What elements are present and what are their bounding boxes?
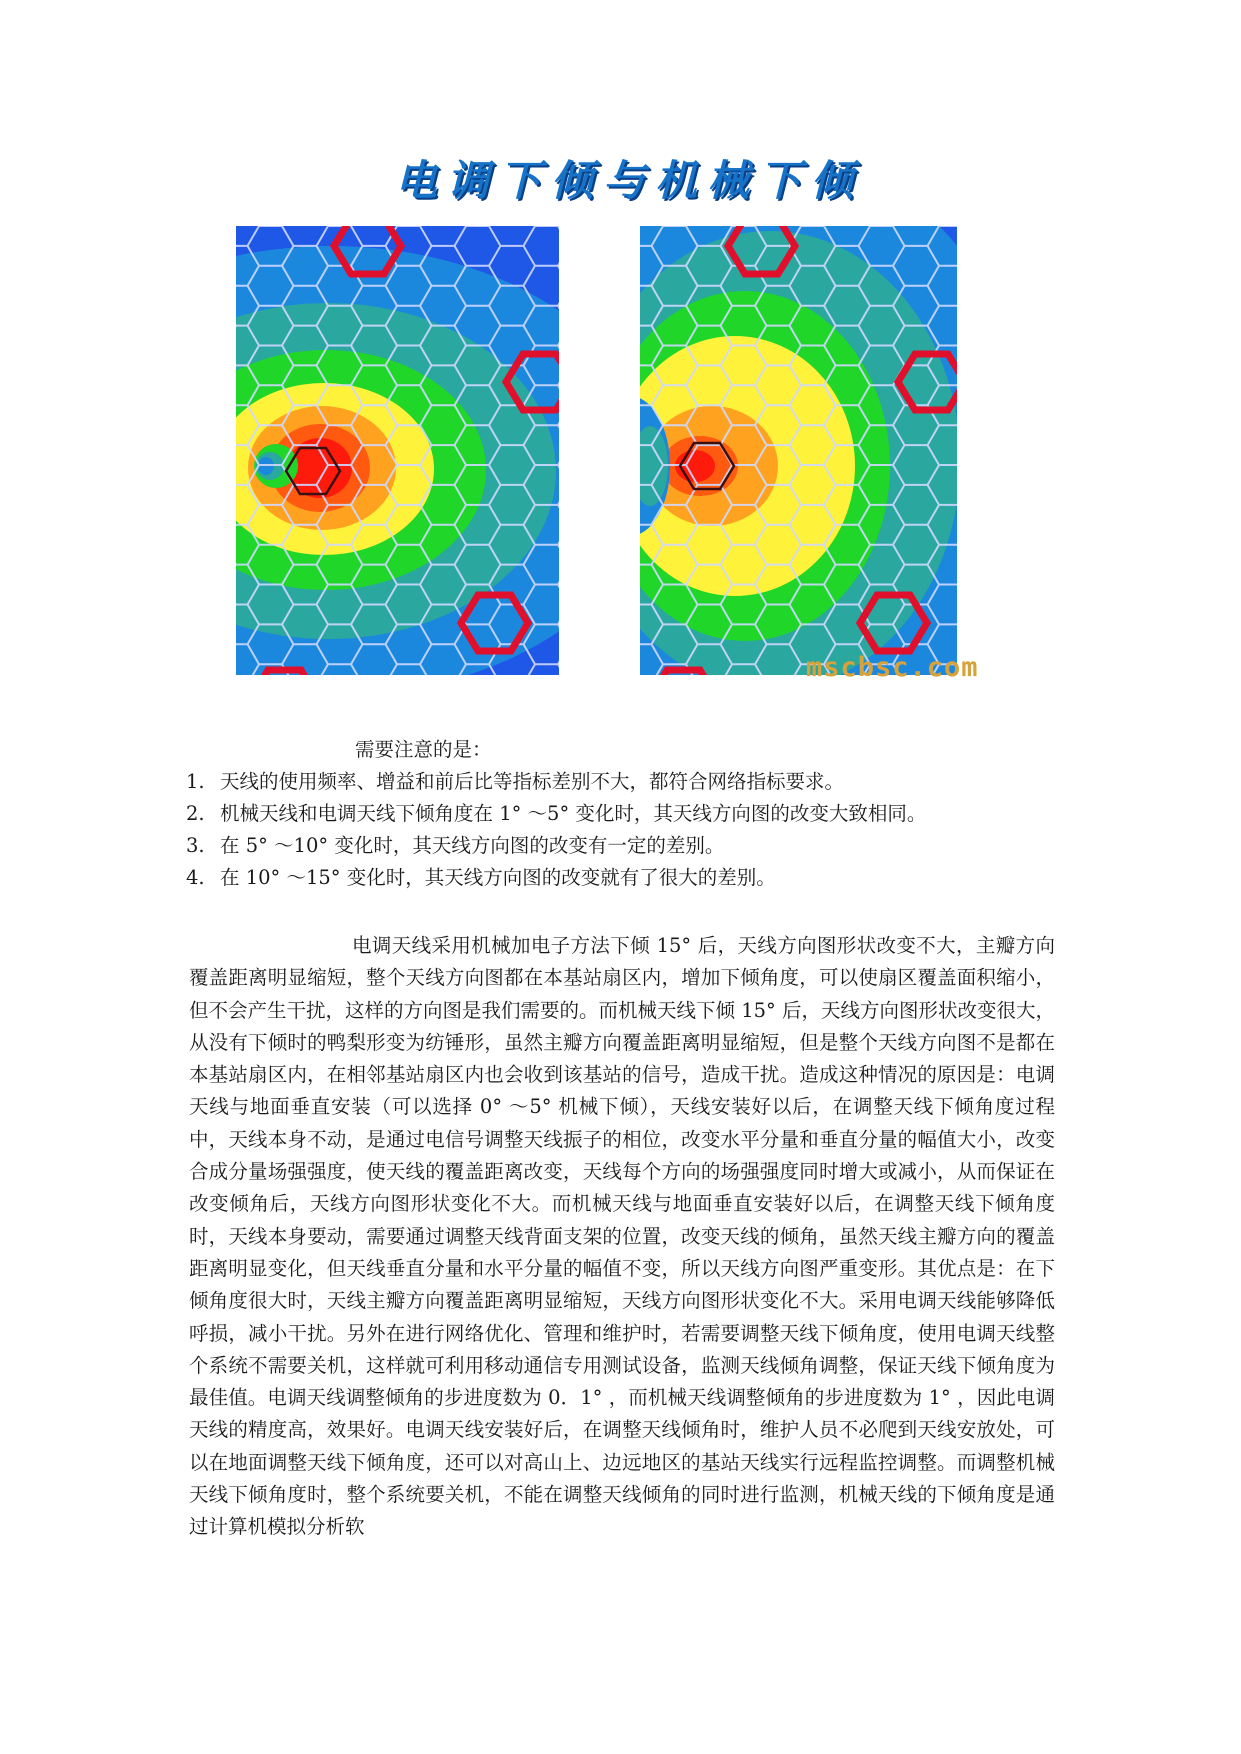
- mechanical-downtilt-map: [640, 226, 957, 675]
- list-item: [186, 766, 1066, 798]
- list-item: [186, 830, 1066, 862]
- list-item: [186, 798, 1066, 830]
- list-item: [186, 862, 1066, 894]
- list-item-number: 1.: [186, 770, 205, 793]
- body-paragraph: 电调天线采用机械加电子方法下倾 15° 后，天线方向图形状改变不大，主瓣方向覆盖距离明显缩短，整个天线方向图都在本基站扇区内，增加下倾角度，可以使扇区覆盖面积缩小，但不会产生干扰，这样的方向图是我们需要的。而机械天线下倾 15° 后，天线方向图形状改变很大，从没有下倾时的鸭梨形变为纺锤形，虽然主瓣方向覆盖距离明显缩短，但是整个天线方向图不是都在本基站扇区内，在相邻基站扇区内也会收到该基站的信号，造成干扰。造成这种情况的原因是：电调天线与地面垂直安装（可以选择 0° ～5° 机械下倾），天线安装好以后，在调整天线下倾角度过程中，天线本身不动，是通过电信号调整天线振子的相位，改变水平分量和垂直分量的幅值大小，改变合成分量场强强度，使天线的覆盖距离改变，天线每个方向的场强强度同时增大或减小，从而保证在改变倾角后，天线方向图形状变化不大。而机械天线与地面垂直安装好以后，在调整天线下倾角度时，天线本身要动，需要通过调整天线背面支架的位置，改变天线的倾角，虽然天线主瓣方向的覆盖距离明显变化，但天线垂直分量和水平分量的幅值不变，所以天线方向图严重变形。其优点是：在下倾角度很大时，天线主瓣方向覆盖距离明显缩短，天线方向图形状变化不大。采用电调天线能够降低呼损，减小干扰。另外在进行网络优化、管理和维护时，若需要调整天线下倾角度，使用电调天线整个系统不需要关机，这样就可利用移动通信专用测试设备，监测天线倾角调整，保证天线下倾角度为最佳值。电调天线调整倾角的步进度数为 0．1° ，而机械天线调整倾角的步进度数为 1° ，因此电调天线的精度高，效果好。电调天线安装好后，在调整天线倾角时，维护人员不必爬到天线安放处，可以在地面调整天线下倾角度，还可以对高山上、边远地区的基站天线实行远程监控调整。而调整机械天线下倾角度时，整个系统要关机，不能在调整天线倾角的同时进行监测，机械天线的下倾角度是通过计算机模拟分析软: [189, 934, 1055, 1539]
- list-item-number: 3.: [186, 834, 205, 857]
- list-item-text: 在 10° ～15° 变化时，其天线方向图的改变就有了很大的差别。: [220, 866, 776, 889]
- list-item-number: 4.: [186, 866, 205, 889]
- list-item-number: 2.: [186, 802, 205, 825]
- figure-title: 电调下倾与机械下倾: [395, 156, 864, 205]
- list-item-text: 在 5° ～10° 变化时，其天线方向图的改变有一定的差别。: [220, 834, 725, 857]
- notes-list: [186, 734, 1066, 894]
- list-item-text: 天线的使用频率、增益和前后比等指标差别不大，都符合网络指标要求。: [220, 770, 845, 793]
- mechanical-downtilt-map-image: [640, 226, 957, 675]
- notes-lead: 需要注意的是：: [355, 738, 492, 761]
- watermark: mscbsc.com: [806, 652, 979, 683]
- electrical-downtilt-map: [236, 226, 559, 675]
- electrical-downtilt-map-image: [236, 226, 559, 675]
- list-item-text: 机械天线和电调天线下倾角度在 1° ～5° 变化时，其天线方向图的改变大致相同。: [220, 802, 927, 825]
